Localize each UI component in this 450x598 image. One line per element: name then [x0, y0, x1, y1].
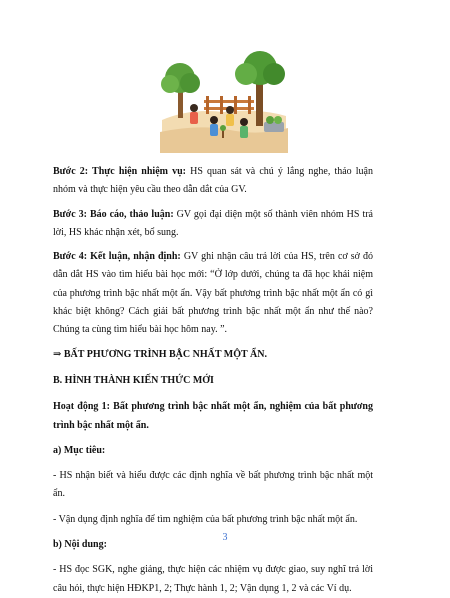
objectives-heading: a) Mục tiêu:	[53, 444, 106, 456]
objective-item: - HS nhận biết và hiểu được các định nghĩa về bất phương trình bậc nhất một ẩn.	[53, 470, 373, 500]
step3-paragraph	[53, 206, 373, 243]
content-heading: b) Nội dung:	[53, 539, 107, 551]
step4-label: Bước 4: Kết luận, nhận định:	[53, 251, 181, 263]
step2-label: Bước 2: Thực hiện nhiệm vụ:	[53, 166, 186, 177]
lesson-title: ⇒ BẤT PHƯƠNG TRÌNH BẬC NHẤT MỘT ẨN.	[53, 348, 267, 360]
section-b-heading: B. HÌNH THÀNH KIẾN THỨC MỚI	[53, 374, 214, 386]
step4-text: GV ghi nhận câu trả lời của HS, trên cơ sở đó dẫn dắt HS vào tìm hiểu bài học mới: “Ở lớp dưới, chúng ta đã học khái niệm của phương trình bậc nhất một ẩn. Vậy bất phương trình bậc nhất một ẩn có gì khác biệt không? Cách giải bất phương trình bậc nhất một ẩn như thế nào? Chúng ta cùng tìm hiểu bài học hôm nay. ”.	[53, 251, 373, 336]
objective-item: - Vận dụng định nghĩa để tìm nghiệm của bất phương trình bậc nhất một ẩn.	[53, 513, 358, 525]
schoolyard-illustration	[160, 50, 288, 153]
step3-text: GV gọi đại diện một số thành viên nhóm HS trả lời, HS khác nhận xét, bổ sung.	[53, 208, 373, 238]
step3-label: Bước 3: Báo cáo, thảo luận:	[53, 208, 174, 220]
content-item: - HS đọc SGK, nghe giảng, thực hiện các nhiệm vụ được giao, suy nghĩ trả lời câu hỏi, thực hiện HĐKP1, 2; Thực hành 1, 2; Vận dụng 1, 2 và các Ví dụ.	[53, 564, 373, 594]
step2-text: HS quan sát và chú ý lắng nghe, thảo luận nhóm và thực hiện yêu cầu theo dẫn dắt của GV.	[53, 166, 373, 196]
step4-paragraph	[53, 248, 373, 339]
page-number: 3	[222, 532, 228, 543]
activity1-heading: Hoạt động 1: Bất phương trình bậc nhất một ẩn, nghiệm của bất phương trình bậc nhất một ẩn.	[53, 401, 373, 431]
step2-paragraph	[53, 163, 373, 200]
